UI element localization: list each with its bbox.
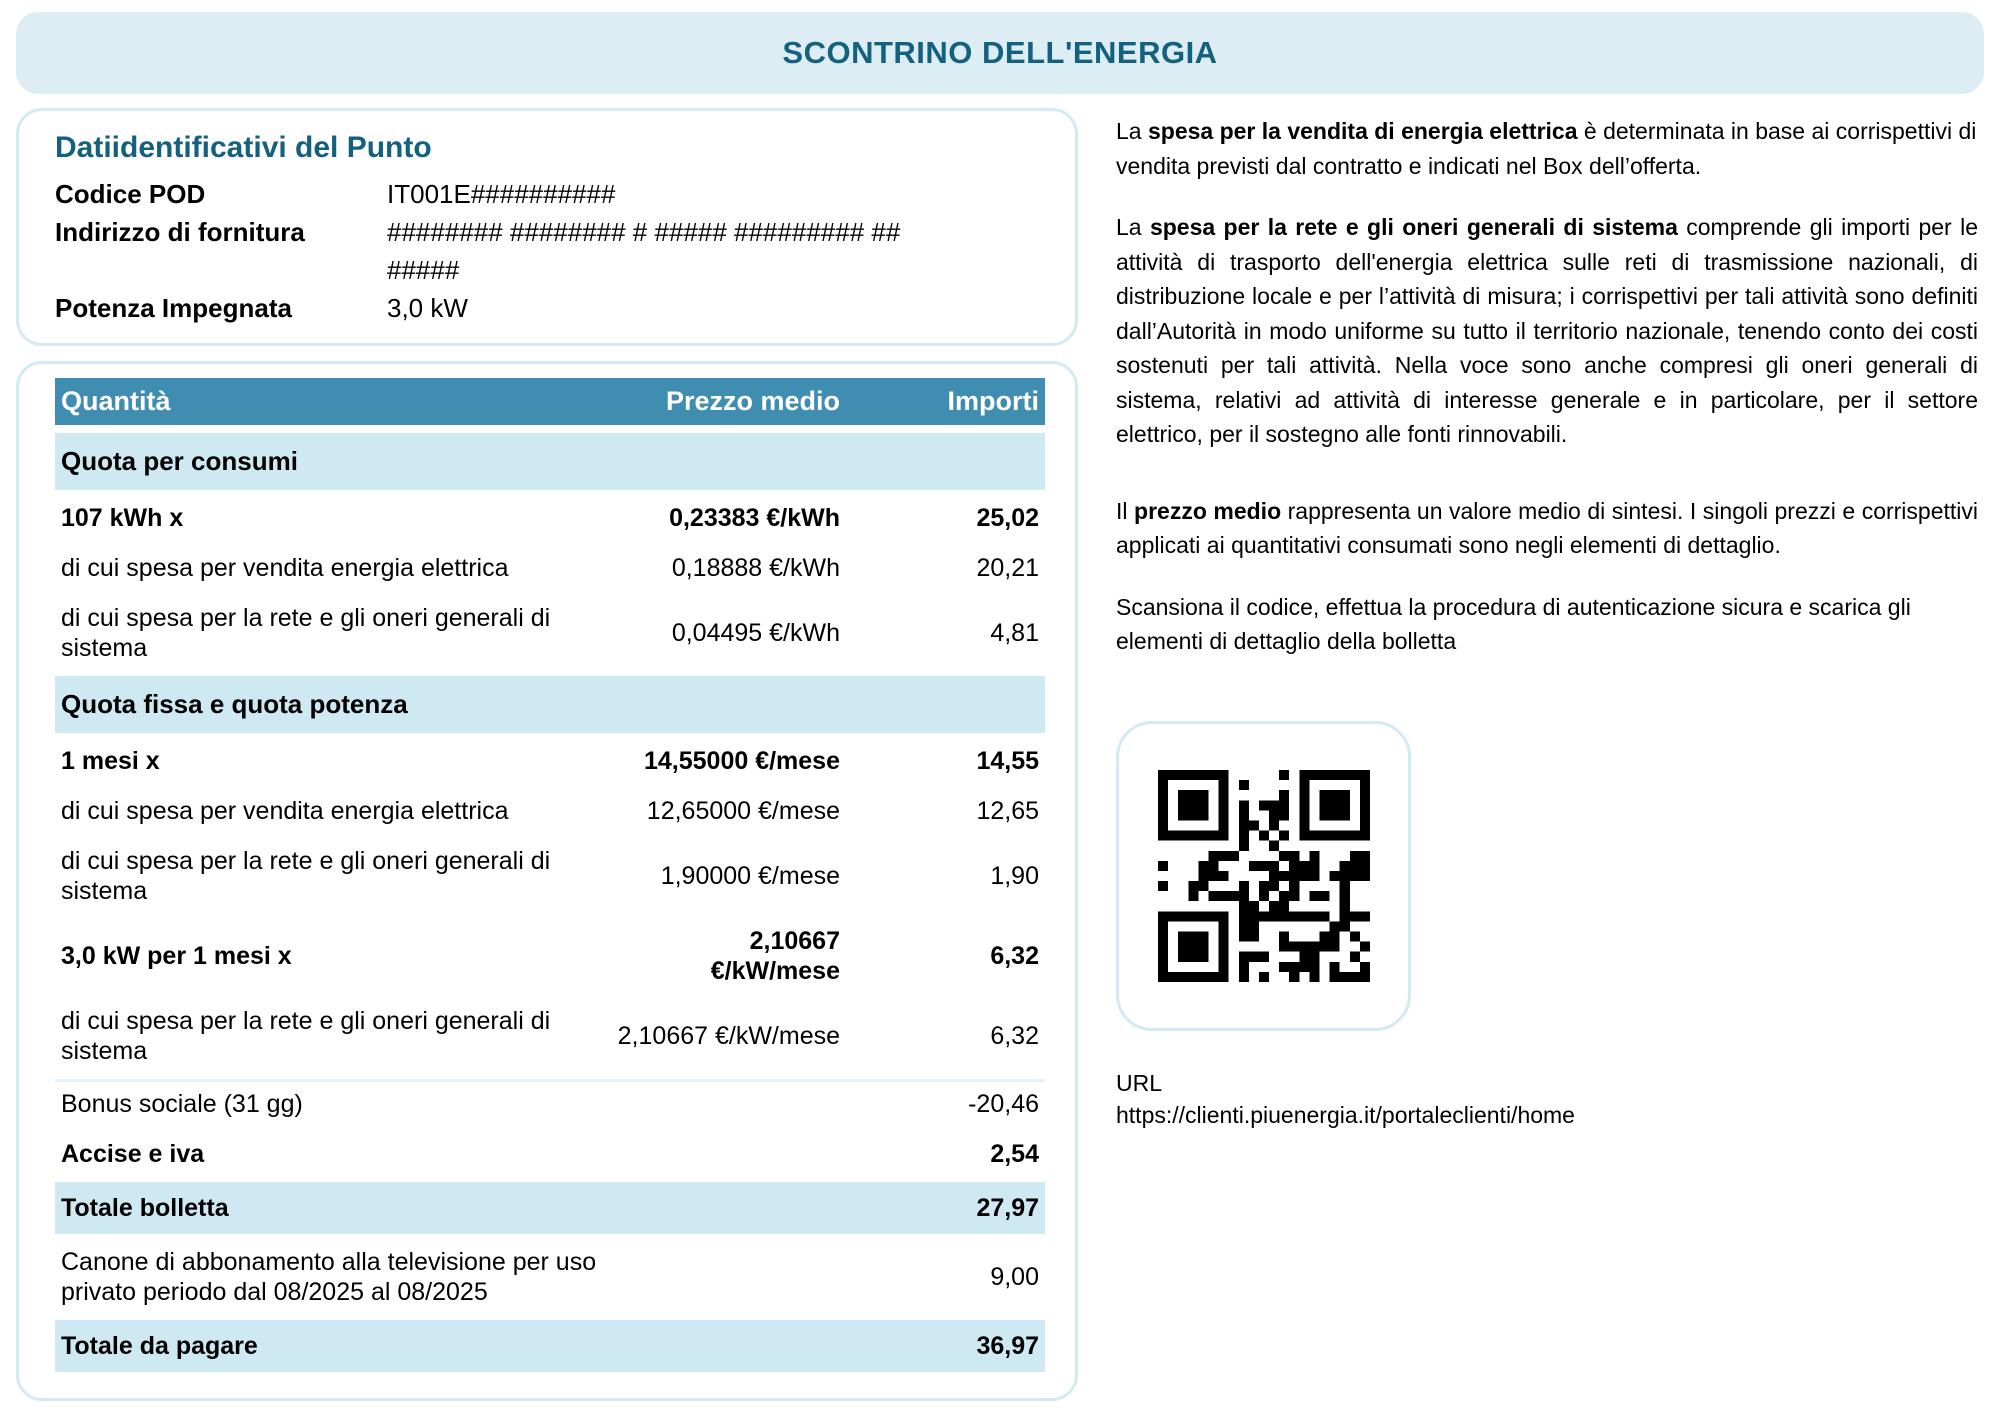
table-row xyxy=(55,596,1045,670)
row-amount: 6,32 xyxy=(990,941,1039,970)
table-row xyxy=(55,839,1045,913)
section-label: Quota fissa e quota potenza xyxy=(61,689,408,720)
row-label: Accise e iva xyxy=(61,1140,205,1169)
table-body xyxy=(55,433,1045,1372)
table-row xyxy=(55,1079,1045,1126)
field-value: IT001E########## xyxy=(387,179,616,209)
row-label: Totale da pagare xyxy=(61,1332,258,1361)
row-label: 107 kWh x xyxy=(61,504,184,533)
row-amount: 14,55 xyxy=(976,746,1039,775)
table-header-row xyxy=(55,378,1045,425)
row-label: di cui spesa per vendita energia elettrica xyxy=(61,797,509,826)
table-total-row xyxy=(55,1320,1045,1372)
url-link[interactable]: https://clienti.piuenergia.it/portaleclienti/home xyxy=(1116,1101,1575,1128)
row-label: di cui spesa per la rete e gli oneri generali di sistema xyxy=(61,604,551,663)
row-label: 3,0 kW per 1 mesi x xyxy=(61,942,292,971)
row-label: di cui spesa per la rete e gli oneri generali di sistema xyxy=(61,1007,551,1066)
row-price: 0,04495 €/kWh xyxy=(671,619,840,648)
column-header-quantita: Quantità xyxy=(61,386,171,416)
field-label: Indirizzo di fornitura xyxy=(55,217,305,247)
row-price: 0,18888 €/kWh xyxy=(671,554,840,583)
charges-table-box xyxy=(16,361,1078,1401)
point-data-row xyxy=(55,175,1039,213)
field-label: Codice POD xyxy=(55,179,206,209)
info-column xyxy=(1116,108,1978,1401)
table-row xyxy=(55,999,1045,1073)
point-data-row xyxy=(55,213,1039,289)
field-label: Potenza Impegnata xyxy=(55,293,292,323)
section-label: Quota per consumi xyxy=(61,446,298,476)
row-price: 14,55000 €/mese xyxy=(643,747,840,776)
info-paragraph: La spesa per la vendita di energia elettrica è determinata in base ai corrispettivi di vendita previsti dal contratto e indicati nel Box dell’offerta. xyxy=(1116,118,1977,179)
table-section-row xyxy=(55,676,1045,733)
info-paragraph: Il prezzo medio rappresenta un valore medio di sintesi. I singoli prezzi e corrispettivi applicati ai quantitativi consumati sono negli elementi di dettaglio. xyxy=(1116,497,1979,558)
point-data-heading: Datiidentificativi del Punto xyxy=(55,131,432,164)
table-row xyxy=(55,789,1045,833)
table-total-row xyxy=(55,1182,1045,1234)
qr-box xyxy=(1116,721,1411,1031)
row-amount: -20,46 xyxy=(968,1089,1039,1118)
field-value: 3,0 kW xyxy=(387,293,468,323)
point-data-box xyxy=(16,108,1078,346)
url-label: URL xyxy=(1116,1069,1163,1096)
point-data-row xyxy=(55,289,1039,327)
row-amount: 1,90 xyxy=(990,861,1039,890)
table-row xyxy=(55,919,1045,993)
row-price: 12,65000 €/mese xyxy=(646,797,840,826)
row-label: Bonus sociale (31 gg) xyxy=(61,1090,303,1119)
row-price: 0,23383 €/kWh xyxy=(669,504,840,533)
row-price: 2,10667 €/kW/mese xyxy=(710,927,840,986)
table-row xyxy=(55,1240,1045,1314)
row-amount: 4,81 xyxy=(990,618,1039,647)
row-label: Totale bolletta xyxy=(61,1194,229,1223)
row-amount: 6,32 xyxy=(990,1021,1039,1050)
row-price: 2,10667 €/kW/mese xyxy=(617,1022,840,1051)
row-label: 1 mesi x xyxy=(61,747,160,776)
main-content xyxy=(16,108,1978,1401)
page-banner xyxy=(16,12,1984,94)
point-data-fields xyxy=(55,175,1039,327)
column-header-importi: Importi xyxy=(947,386,1039,416)
row-label: di cui spesa per la rete e gli oneri generali di sistema xyxy=(61,847,551,906)
field-value: ######## ######## # ##### ######### ## ##### xyxy=(387,217,901,285)
row-amount: 2,54 xyxy=(990,1139,1039,1168)
table-row xyxy=(55,739,1045,783)
table-row xyxy=(55,496,1045,540)
info-paragraphs xyxy=(1116,114,1978,659)
row-amount: 9,00 xyxy=(990,1262,1039,1291)
info-paragraph: Scansiona il codice, effettua la procedura di autenticazione sicura e scarica gli elementi di dettaglio della bolletta xyxy=(1116,593,1911,654)
row-label: Canone di abbonamento alla televisione per uso privato periodo dal 08/2025 al 08/2025 xyxy=(61,1248,597,1307)
page-title: SCONTRINO DELL'ENERGIA xyxy=(782,35,1218,70)
row-amount: 36,97 xyxy=(976,1331,1039,1360)
qr-code xyxy=(1158,770,1370,982)
url-block xyxy=(1116,1067,1978,1131)
row-amount: 20,21 xyxy=(976,553,1039,582)
row-amount: 12,65 xyxy=(976,796,1039,825)
table-row xyxy=(55,1132,1045,1176)
row-price: 1,90000 €/mese xyxy=(660,862,840,891)
table-section-row xyxy=(55,433,1045,490)
column-header-prezzo-medio: Prezzo medio xyxy=(665,386,840,416)
info-paragraph: La spesa per la rete e gli oneri generali di sistema comprende gli importi per le attività di trasporto dell'energia elettrica sulle reti di trasmissione nazionali, di distribuzione locale e per l’attività di misura; i corrispettivi per tali attività sono definiti dall’Autorità in modo uniforme su tutto il territorio nazionale, tenendo conto dei costi sostenuti per tali attività. Nella voce sono anche compresi gli oneri generali di sistema, relativi ad attività di interesse generale e in particolare, per il settore elettrico, per il sostegno alle fonti rinnovabili. xyxy=(1116,214,1978,447)
table-row xyxy=(55,546,1045,590)
row-label: di cui spesa per vendita energia elettrica xyxy=(61,554,509,583)
left-column xyxy=(16,108,1078,1401)
row-amount: 27,97 xyxy=(976,1193,1039,1222)
row-amount: 25,02 xyxy=(976,503,1039,532)
